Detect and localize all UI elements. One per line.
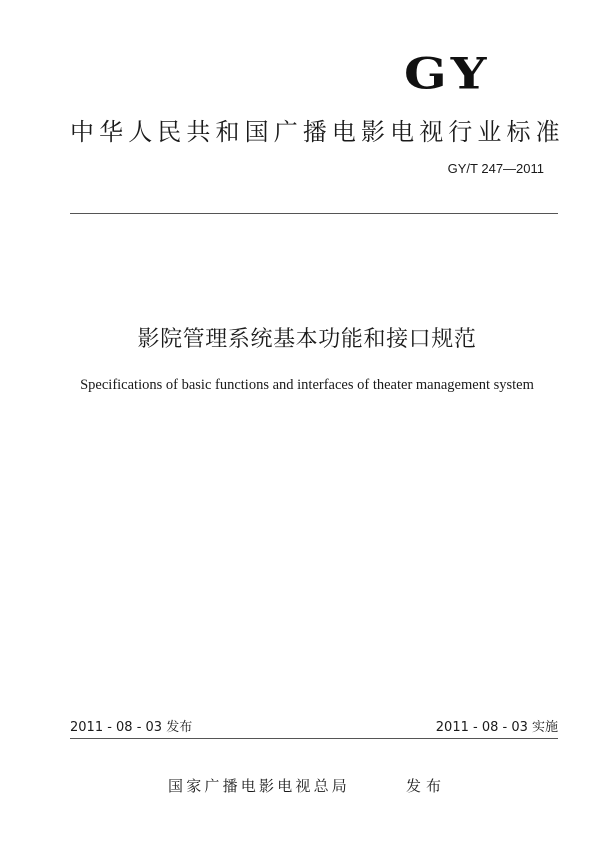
standard-number: GY/T 247—2011 bbox=[447, 161, 544, 176]
issuing-authority: 国家广播电影电视总局 bbox=[168, 777, 351, 795]
document-title-english: Specifications of basic functions and interfaces of theater management system bbox=[80, 377, 534, 393]
standard-category-title: 中华人民共和国广播电影电视行业标准 bbox=[70, 118, 565, 146]
gy-logo: GY bbox=[404, 48, 491, 100]
issue-label: 发布 bbox=[406, 777, 447, 795]
document-title-chinese: 影院管理系统基本功能和接口规范 bbox=[137, 327, 477, 352]
implementation-date: 2011 - 08 - 03 实施 bbox=[435, 720, 558, 735]
publish-date: 2011 - 08 - 03 发布 bbox=[70, 720, 193, 735]
bottom-divider bbox=[70, 738, 558, 739]
top-divider bbox=[70, 213, 558, 214]
